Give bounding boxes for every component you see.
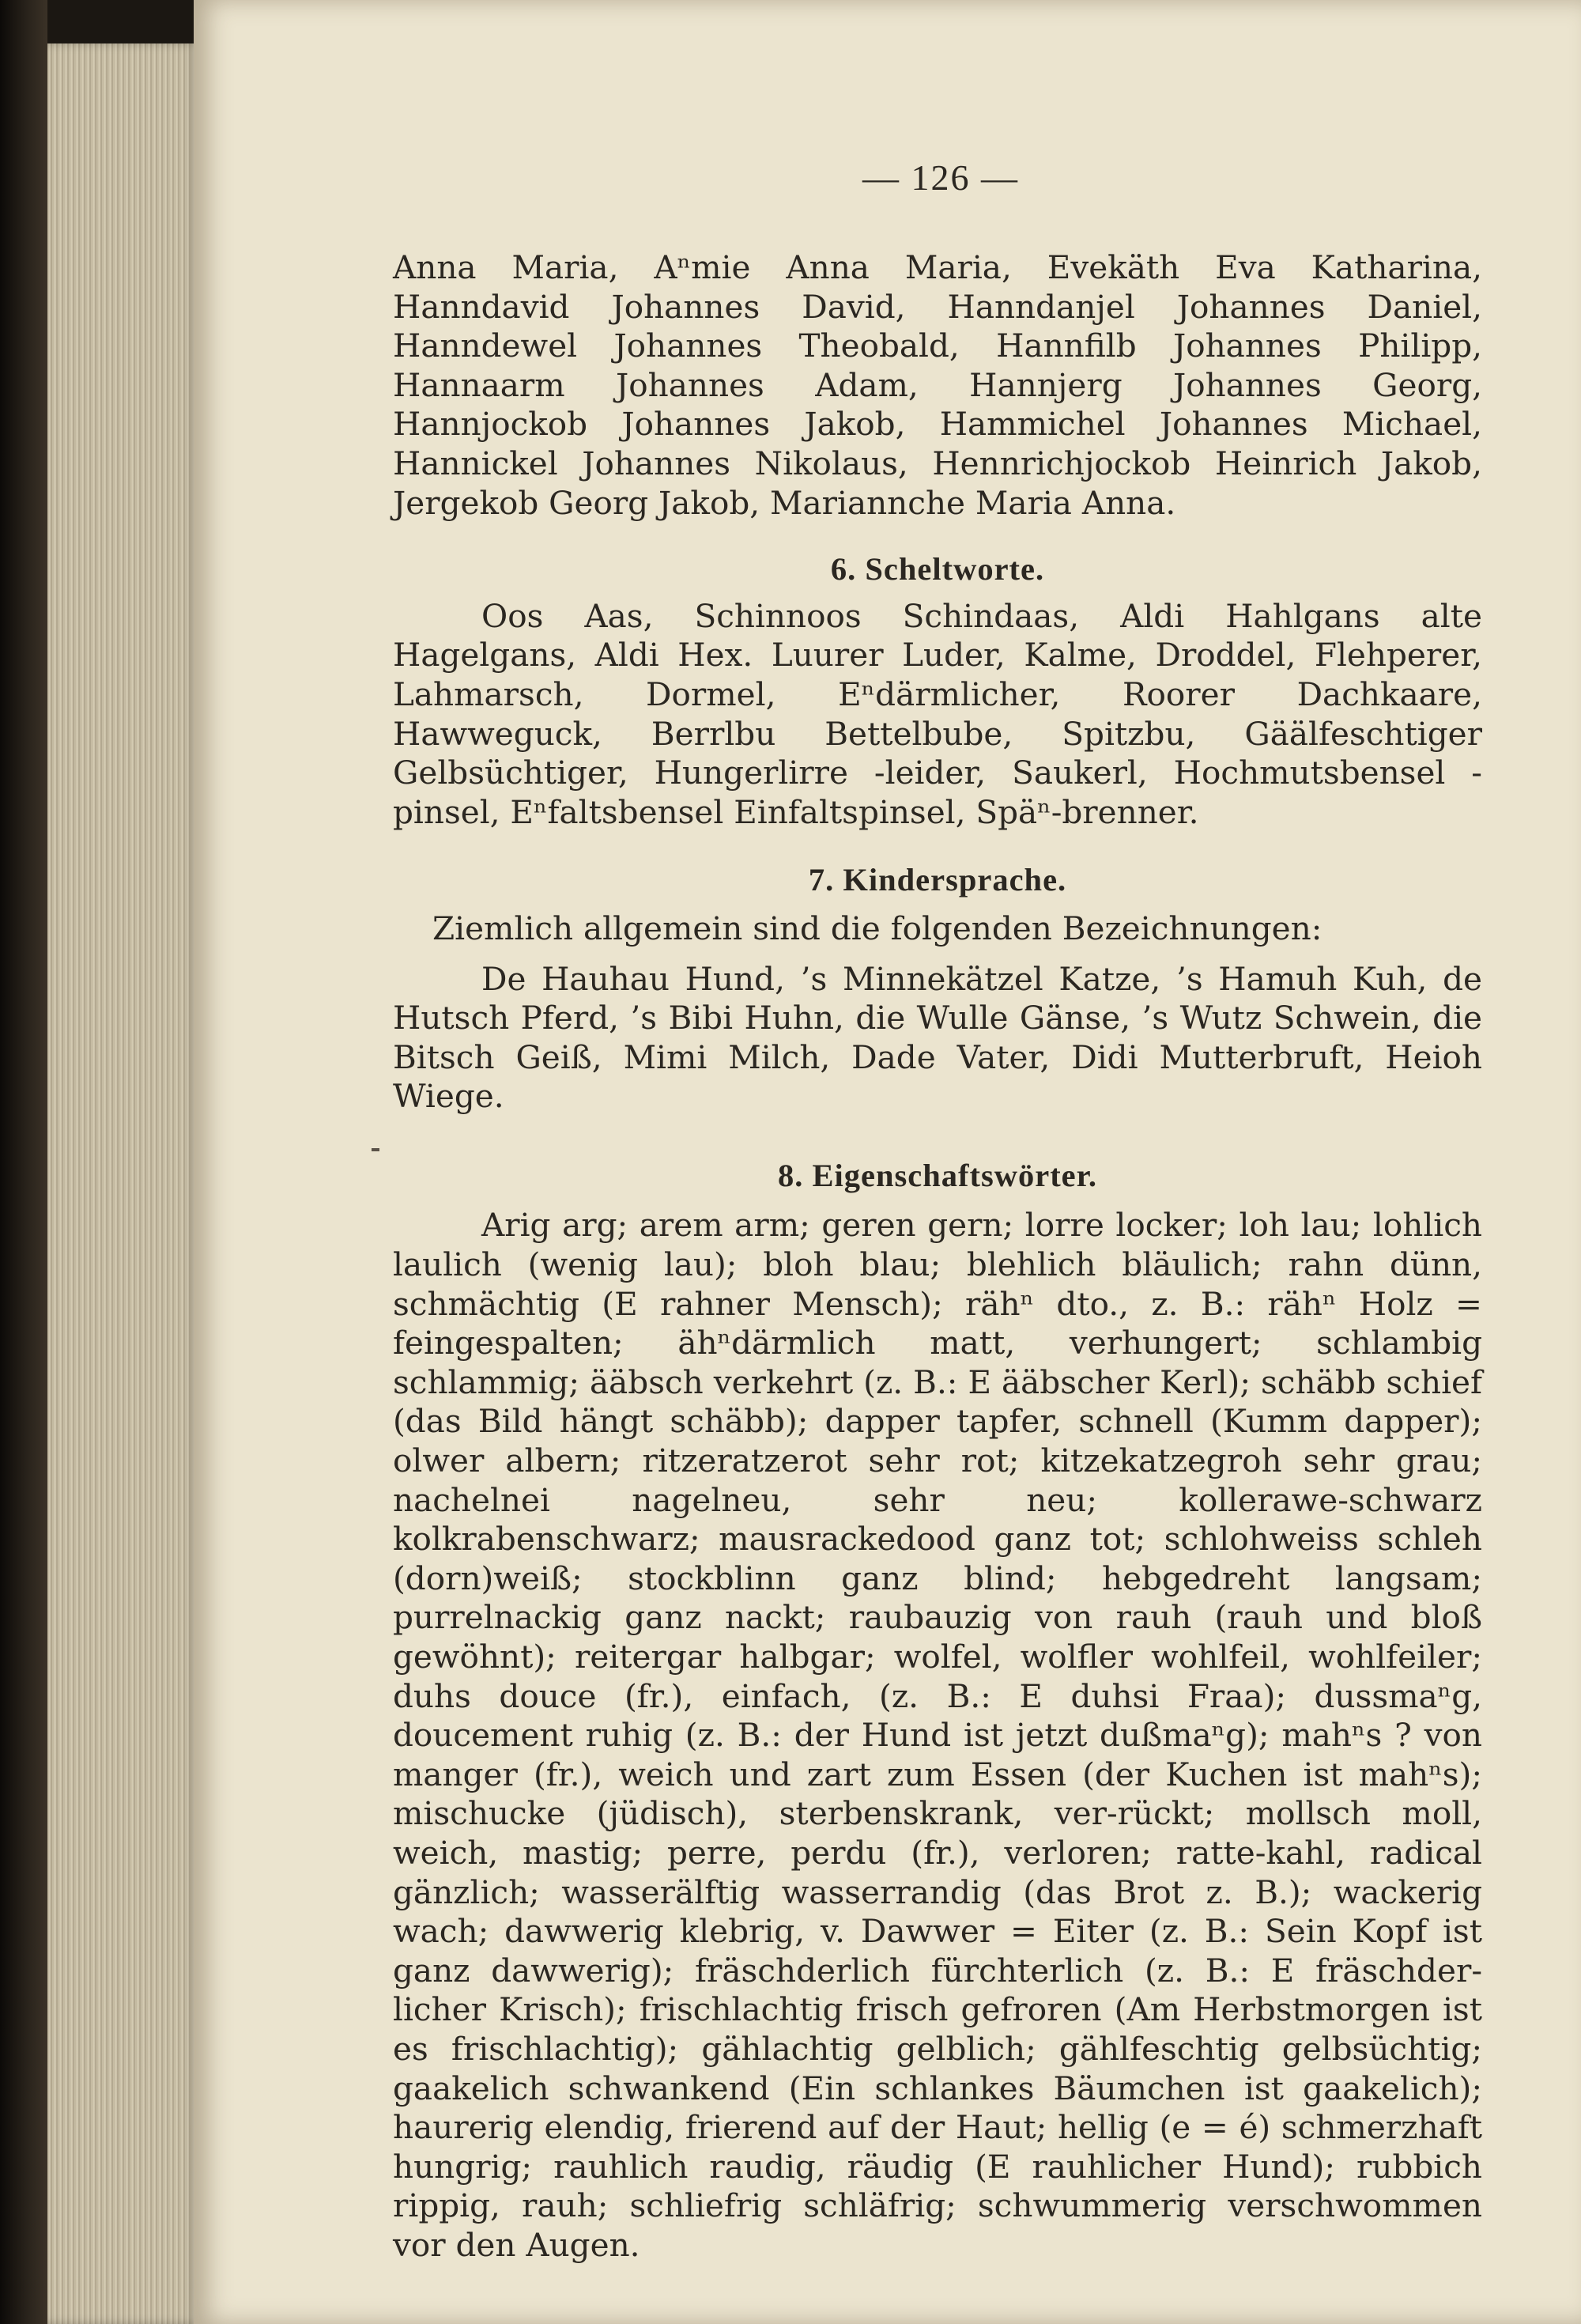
book-binding <box>0 0 47 2324</box>
margin-mark <box>372 1148 379 1151</box>
section-7-paragraph: De Hauhau Hund, ’s Minnekätzel Katze, ’s Hamuh Kuh, de Hutsch Pferd, ’s Bibi Huhn, die Wulle Gänse, ’s Wutz Schwein, die Bitsch Geiß, Mimi Milch, Dade Vater, Didi Mutterbruft, Heioh Wiege. <box>393 959 1482 1116</box>
section-6-paragraph: Oos Aas, Schinnoos Schindaas, Aldi Hahlgans alte Hagelgans, Aldi Hex. Luurer Luder, Kalme, Droddel, Flehperer, Lahmarsch, Dormel, Eⁿdärmlicher, Roorer Dachkaare, Hawweguck, Berrlbu Bettelbube, Spitzbu, Gäälfeschtiger Gelbsüchtiger, Hungerlirre -leider, Saukerl, Hochmutsbensel -pinsel, Eⁿfaltsbensel Einfaltspinsel, Späⁿ-brenner. <box>393 596 1482 831</box>
names-paragraph: Anna Maria, Aⁿmie Anna Maria, Evekäth Eva Katharina, Hanndavid Johannes David, Hanndanjel Johannes Daniel, Hanndewel Johannes Theobald, Hannfilb Johannes Philipp, Hannaarm Johannes Adam, Hannjerg Johannes Georg, Hannjockob Johannes Jakob, Hammichel Johannes Michael, Hannickel Johannes Nikolaus, Hennrichjockob Heinrich Jakob, Jergekob Georg Jakob, Mariannche Maria Anna. <box>393 248 1482 522</box>
page-text <box>393 248 1482 2265</box>
page-number: — 126 — <box>862 157 1019 198</box>
section-heading-7: 7. Kindersprache. <box>808 862 1067 898</box>
section-8-paragraph: Arig arg; arem arm; geren gern; lorre locker; loh lau; lohlich laulich (wenig lau); bloh blau; blehlich bläulich; rahn dünn, schmächtig (E rahner Mensch); rähⁿ dto., z. B.: rähⁿ Holz = feingespalten; ähⁿdärmlich matt, verhungert; schlambig schlammig; ääbsch verkehrt (z. B.: E ääbscher Kerl); schäbb schief (das Bild hängt schäbb); dapper tapfer, schnell (Kumm dapper); olwer albern; ritzeratzerot sehr rot; kitzekatzegroh sehr grau; nachelnei nagelneu, sehr neu; kollerawe-schwarz kolkrabenschwarz; mausrackedood ganz tot; schlohweiss schleh (dorn)weiß; stockblinn ganz blind; hebgedreht langsam; purrelnackig ganz nackt; raubauzig von rauh (rauh und bloß gewöhnt); reitergar halbgar; wolfel, wolfler wohlfeil, wohlfeiler; duhs douce (fr.), einfach, (z. B.: E duhsi Fraa); dussmaⁿg, doucement ruhig (z. B.: der Hund ist jetzt dußmaⁿg); mahⁿs ? von manger (fr.), weich und zart zum Essen (der Kuchen ist mahⁿs); mischucke (jüdisch), sterbenskrank, ver-rückt; mollsch moll, weich, mastig; perre, perdu (fr.), verloren; ratte-kahl, radical gänzlich; wasserälftig wasserrandig (das Brot z. B.); wackerig wach; dawwerig klebrig, v. Dawwer = Eiter (z. B.: Sein Kopf ist ganz dawwerig); fräschderlich fürchterlich (z. B.: E fräschder-licher Krisch); frischlachtig frisch gefroren (Am Herbstmorgen ist es frischlachtig); gählachtig gelblich; gählfeschtig gelbsüchtig; gaakelich schwankend (Ein schlankes Bäumchen ist gaakelich); haurerig elendig, frierend auf der Haut; hellig (e = é) schmerzhaft hungrig; rauhlich raudig, räudig (E rauhlicher Hund); rubbich rippig, rauh; schliefrig schläfrig; schwummerig verschwommen vor den Augen. <box>393 1206 1482 2264</box>
section-7-intro: Ziemlich allgemein sind die folgenden Bezeichnungen: <box>432 909 1323 947</box>
page-edges <box>47 43 198 2324</box>
section-heading-6: 6. Scheltworte. <box>830 551 1045 588</box>
section-heading-8: 8. Eigenschaftswörter. <box>777 1157 1098 1193</box>
